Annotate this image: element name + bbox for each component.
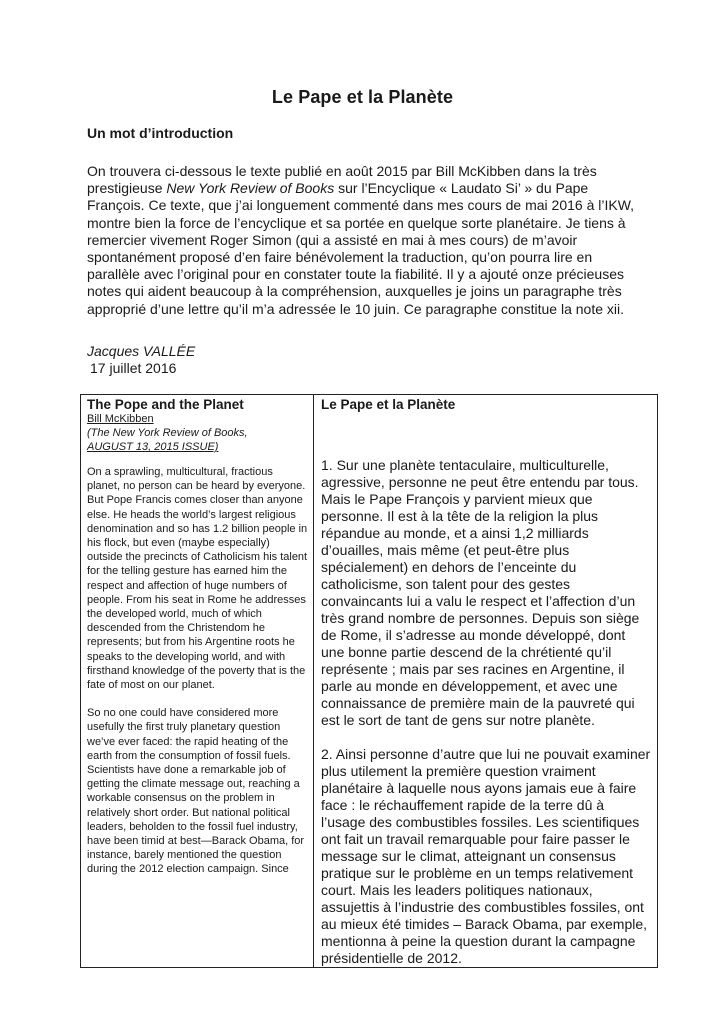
english-paragraph-1: On a sprawling, multicultural, fractious planet, no person can be heard by everyone. But Pope Francis comes closer than anyone else. He heads the world’s largest religious denomination and so has 1.2 billion people in his flock, but even (maybe especially) outside the precincts of Catholicism his talent for the telling gesture has earned him the respect and affection of huge numbers of people. From his seat in Rome he addresses the developed world, much of which descended from the Christendom he represents; but from his Argentine roots he speaks to the developing world, and with firsthand knowledge of the poverty that is the fate of most on our planet. (87, 466, 308, 692)
intro-paragraph (87, 163, 647, 318)
author-name: Jacques VALLÉE (87, 343, 196, 359)
english-source-line2: AUGUST 13, 2015 ISSUE) (87, 441, 219, 453)
french-paragraph-2: 2. Ainsi personne d’autre que lui ne pouvait examiner plus utilement la première question vraiment planétaire à laquelle nous ayons jamais eue à faire face : le réchauffement rapide de la terre dû à l’usage des combustibles fossiles. Les scientifiques ont fait un travail remarquable pour faire passer le message sur le climat, atteignant un consensus pratique sur le problème en un temps relativement court. Mais les leaders politiques nationaux, assujettis à l’industrie des combustibles fossiles, ont au mieux été timides – Barack Obama, par exemple, mentionna à peine la question durant la campagne présidentielle de 2012. (321, 746, 651, 966)
author-date: 17 juillet 2016 (90, 360, 177, 376)
english-source (87, 426, 308, 454)
english-source-line1: (The New York Review of Books, (87, 427, 248, 439)
english-paragraph-2: So no one could have considered more usefully the first truly planetary question we’ve ever faced: the rapid heating of the earth from the consumption of fossil fuels. Scientists have done a remarkable job of getting the climate message out, reaching a workable consensus on the problem in relatively short order. But national political leaders, beholden to the fossil fuel industry, have been timid at best—Barack Obama, for instance, barely mentioned the question during the 2012 election campaign. Since (87, 707, 305, 876)
intro-journal-name: New York Review of Books (166, 180, 335, 197)
intro-heading: Un mot d’introduction (87, 125, 234, 141)
page-title: Le Pape et la Planète (271, 87, 454, 107)
table-row (81, 395, 658, 968)
english-column (81, 395, 314, 968)
english-title: The Pope and the Planet (87, 397, 244, 412)
french-title: Le Pape et la Planète (321, 397, 456, 412)
author-signature (87, 343, 195, 377)
intro-text-part2: sur l’Encyclique « Laudato Si’ » du Pape François. Ce texte, que j’ai longuement commenté dans mes cours de mai 2016 à l’IKW, montre bien la force de l’encyclique et sa portée en quelque sorte planétaire. Je tiens à remercier vivement Roger Simon (qui a assisté en mai à mes cours) de m’avoir spontanément proposé d’en faire bénévolement la traduction, qu’on pourra lire en parallèle avec l’original pour en constater toute la fiabilité. Il y a ajouté onze précieuses notes qui aident beaucoup à la compréhension, auxquelles je joins un paragraphe très approprié d’une lettre qu’il m’a adressée le 10 juin. Ce paragraphe constitue la note xii. (87, 180, 635, 317)
english-author: Bill McKibben (87, 413, 154, 425)
french-paragraph-1: 1. Sur une planète tentaculaire, multiculturelle, agressive, personne ne peut être entendu par tous. Mais le Pape François y parvient mieux que personne. Il est à la tête de la religion la plus répandue au monde, et a ainsi 1,2 milliards d’ouailles, mais même (et peut-être plus spécialement) en dehors de l’enceinte du catholicisme, son talent pour des gestes convaincants lui a valu le respect et l’affection d’un très grand nombre de personnes. Depuis son siège de Rome, il s’adresse au monde développé, dont une bonne partie descend de la chrétienté qu’il représente ; mais par ses racines en Argentine, il parle au monde en développement, et avec une connaissance de première main de la pauvreté qui est le sort de tant de gens sur notre planète. (321, 457, 640, 728)
french-column (314, 395, 658, 968)
parallel-translation-table (80, 394, 658, 968)
intro-text-part1: On trouvera ci-dessous le texte publié en août 2015 par Bill McKibben dans la très prestigieuse (87, 163, 597, 197)
